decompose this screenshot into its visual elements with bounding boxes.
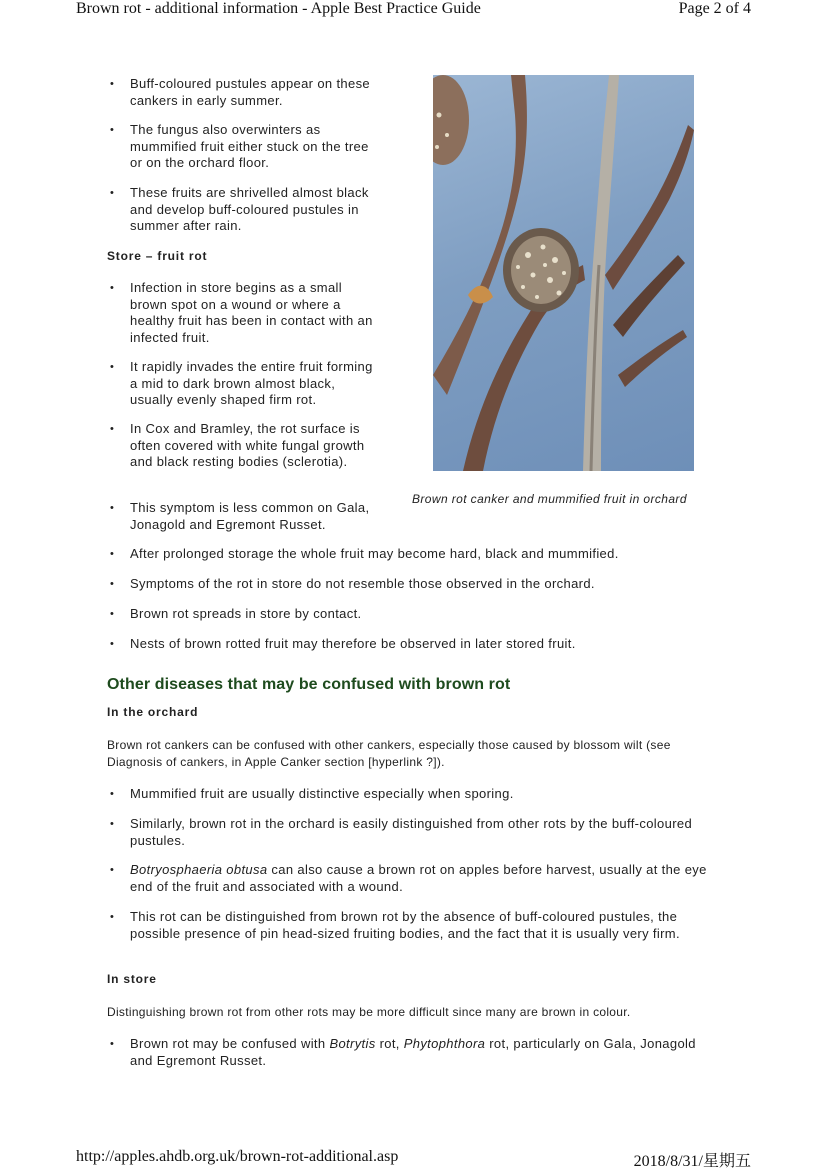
bullet-icon: • [110, 578, 115, 590]
brown-rot-canker-photo [433, 75, 694, 471]
botryosphaeria-species-name: Botryosphaeria obtusa [130, 862, 268, 877]
list-item: • It rapidly invades the entire fruit forming a mid to dark brown almost black, usually evenly shaped firm rot. [110, 359, 373, 407]
other-diseases-heading: Other diseases that may be confused with brown rot [107, 676, 511, 693]
list-item: • Infection in store begins as a small brown spot on a wound or where a healthy fruit has been in contact with an infected fruit. [110, 280, 373, 345]
bullet-icon: • [110, 911, 115, 923]
phytophthora-name: Phytophthora [403, 1036, 486, 1051]
list-item: • Botryosphaeria obtusa can also cause a brown rot on apples before harvest, usually at the eye end of the fruit and associated with a wound. [110, 862, 707, 894]
page-url: http://apples.ahdb.org.uk/brown-rot-additional.asp [76, 1148, 399, 1165]
bullet-icon: • [110, 788, 115, 800]
list-item: • Buff-coloured pustules appear on these cankers in early summer. [110, 76, 370, 108]
list-item: • Mummified fruit are usually distinctive especially when sporing. [110, 786, 514, 801]
page-number: Page 2 of 4 [678, 0, 751, 17]
bullet-icon: • [110, 361, 115, 373]
store-intro-paragraph: Distinguishing brown rot from other rots may be more difficult since many are brown in colour. [107, 1005, 631, 1019]
bullet-icon: • [110, 124, 115, 136]
list-item: • Brown rot spreads in store by contact. [110, 606, 362, 621]
list-item: • This symptom is less common on Gala, Jonagold and Egremont Russet. [110, 500, 370, 532]
bullet-icon: • [110, 638, 115, 650]
bullet-icon: • [110, 864, 115, 876]
store-fruit-rot-heading: Store – fruit rot [107, 249, 208, 263]
bullet-icon: • [110, 1038, 115, 1050]
bullet-icon: • [110, 608, 115, 620]
bullet-icon: • [110, 282, 115, 294]
list-item: • This rot can be distinguished from brown rot by the absence of buff-coloured pustules, the possible presence of pin head-sized fruiting bodies, and the fact that it is usually very firm. [110, 909, 680, 941]
bullet-icon: • [110, 78, 115, 90]
print-header [0, 0, 827, 24]
bullet-icon: • [110, 502, 115, 514]
list-item: • The fungus also overwinters as mummified fruit either stuck on the tree or on the orchard floor. [110, 122, 369, 170]
orchard-intro-paragraph: Brown rot cankers can be confused with other cankers, especially those caused by blossom wilt (see Diagnosis of cankers, in Apple Canker section [hyperlink ?]). [107, 738, 671, 769]
print-date: 2018/8/31/星期五 [633, 1153, 751, 1170]
bullet-icon: • [110, 548, 115, 560]
list-item: • After prolonged storage the whole fruit may become hard, black and mummified. [110, 546, 619, 561]
bullet-icon: • [110, 423, 115, 435]
bullet-icon: • [110, 187, 115, 199]
in-the-orchard-heading: In the orchard [107, 705, 199, 719]
document-title: Brown rot - additional information - Apple Best Practice Guide [76, 0, 481, 17]
photo-caption: Brown rot canker and mummified fruit in orchard [412, 492, 687, 506]
list-item: • Nests of brown rotted fruit may therefore be observed in later stored fruit. [110, 636, 576, 651]
botrytis-name: Botrytis [329, 1036, 376, 1051]
list-item: • Brown rot may be confused with Botrytis rot, Phytophthora rot, particularly on Gala, Jonagold and Egremont Russet. [110, 1036, 696, 1068]
bullet-icon: • [110, 818, 115, 830]
list-item: • Similarly, brown rot in the orchard is easily distinguished from other rots by the buff-coloured pustules. [110, 816, 693, 848]
list-item: • These fruits are shrivelled almost black and develop buff-coloured pustules in summer after rain. [110, 185, 369, 233]
list-item: • Symptoms of the rot in store do not resemble those observed in the orchard. [110, 576, 595, 591]
list-item: • In Cox and Bramley, the rot surface is often covered with white fungal growth and black resting bodies (sclerotia). [110, 421, 365, 469]
brown-rot-branch-illustration [433, 75, 694, 471]
print-footer [0, 1148, 827, 1172]
in-store-heading: In store [107, 972, 157, 986]
